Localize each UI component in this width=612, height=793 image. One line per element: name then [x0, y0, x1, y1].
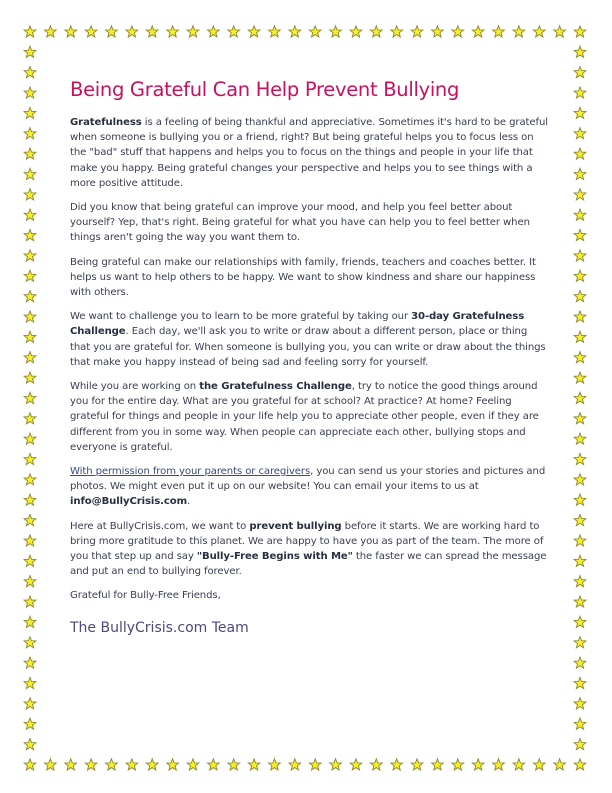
star-icon — [24, 311, 36, 322]
star-icon — [330, 26, 342, 37]
star-icon — [574, 535, 586, 546]
star-icon — [24, 209, 36, 220]
star-icon — [574, 168, 586, 179]
prevent-bullying-text: prevent bullying — [249, 520, 342, 532]
star-icon — [24, 352, 36, 363]
star-icon — [574, 657, 586, 668]
star-icon — [574, 67, 586, 78]
star-icon — [574, 596, 586, 607]
star-icon — [574, 759, 586, 770]
star-icon — [24, 26, 36, 37]
star-icon — [574, 270, 586, 281]
star-icon — [574, 26, 586, 37]
letter-page — [70, 68, 548, 636]
star-icon — [574, 555, 586, 566]
paragraph-relationships: Being grateful can make our relationships with family, friends, teachers and coaches better. It helps us want to help others to be happy. We want to show kindness and share our happiness with others. — [70, 256, 536, 299]
star-icon — [574, 718, 586, 729]
star-icon — [574, 209, 586, 220]
permission-link[interactable]: With permission from your parents or caregivers — [70, 466, 311, 478]
star-icon — [574, 738, 586, 749]
star-icon — [24, 413, 36, 424]
star-icon — [574, 677, 586, 688]
star-icon — [370, 759, 382, 770]
star-icon — [146, 759, 158, 770]
paragraph-notice: While you are working on the Gratefulness Challenge, try to notice the good things around you for the entire day. What are you grateful for at school? At practice? At home? Feeling grateful for things and people in your life help you to appreciate other people, even if they are different from you in some way. When people can appreciate each other, bullying stops and everyone is grateful. — [70, 381, 539, 453]
star-icon — [574, 189, 586, 200]
star-icon — [574, 87, 586, 98]
star-icon — [24, 494, 36, 505]
term-gratefulness: Gratefulness — [70, 117, 142, 128]
star-icon — [24, 718, 36, 729]
star-icon — [370, 26, 382, 37]
paragraph-gratefulness: Gratefulness is a feeling of being thankful and appreciative. Sometimes it's hard to be grateful when someone is bullying you or a friend, right? But being grateful helps you to focus less on the "bad" stuff that happens and helps you to focus on the things and people in your life that make you happy. Being grateful changes your perspective and helps you to see things with a more positive attitude. — [70, 117, 548, 189]
star-icon — [350, 759, 362, 770]
star-icon — [574, 107, 586, 118]
email-address[interactable]: info@BullyCrisis.com — [70, 496, 188, 508]
star-icon — [574, 128, 586, 139]
star-icon — [574, 290, 586, 301]
star-icon — [24, 148, 36, 159]
star-icon — [44, 26, 56, 37]
star-icon — [533, 759, 545, 770]
star-icon — [24, 290, 36, 301]
star-icon — [24, 555, 36, 566]
star-icon — [574, 229, 586, 240]
star-icon — [574, 698, 586, 709]
star-icon — [574, 514, 586, 525]
star-icon — [24, 576, 36, 587]
star-icon — [167, 759, 179, 770]
star-icon — [574, 46, 586, 57]
star-icon — [574, 148, 586, 159]
star-icon — [391, 26, 403, 37]
star-icon — [493, 759, 505, 770]
star-icon — [493, 26, 505, 37]
star-icon — [187, 759, 199, 770]
star-icon — [167, 26, 179, 37]
star-icon — [432, 26, 444, 37]
star-icon — [146, 26, 158, 37]
star-icon — [24, 189, 36, 200]
star-icon — [24, 128, 36, 139]
star-icon — [289, 759, 301, 770]
closing-line: Grateful for Bully-Free Friends, — [70, 590, 221, 602]
slogan: "Bully-Free Begins with Me" — [196, 551, 353, 563]
star-icon — [574, 352, 586, 363]
star-icon — [574, 392, 586, 403]
star-icon — [24, 392, 36, 403]
star-icon — [411, 26, 423, 37]
challenge-name: 30-day Gratefulness Challenge — [70, 311, 525, 338]
star-icon — [24, 738, 36, 749]
star-icon — [452, 26, 464, 37]
star-icon — [472, 759, 484, 770]
star-icon — [44, 759, 56, 770]
star-icon — [248, 26, 260, 37]
star-icon — [24, 474, 36, 485]
star-icon — [452, 759, 464, 770]
star-icon — [24, 46, 36, 57]
star-icon — [513, 26, 525, 37]
star-icon — [24, 677, 36, 688]
star-icon — [269, 759, 281, 770]
star-icon — [574, 433, 586, 444]
star-icon — [85, 759, 97, 770]
star-icon — [24, 596, 36, 607]
star-icon — [24, 270, 36, 281]
star-icon — [24, 453, 36, 464]
paragraph-mood: Did you know that being grateful can improve your mood, and help you feel better about yourself? Yep, that's right. Being grateful for what you have can help you to feel better when things aren't going the way you want them to. — [70, 202, 530, 244]
star-icon — [350, 26, 362, 37]
star-icon — [228, 759, 240, 770]
star-icon — [248, 759, 260, 770]
star-icon — [207, 759, 219, 770]
star-icon — [574, 637, 586, 648]
star-icon — [24, 698, 36, 709]
star-icon — [289, 26, 301, 37]
page-title: Being Grateful Can Help Prevent Bullying — [70, 78, 460, 101]
star-icon — [24, 637, 36, 648]
star-icon — [24, 514, 36, 525]
star-icon — [269, 26, 281, 37]
star-icon — [228, 26, 240, 37]
star-icon — [24, 535, 36, 546]
star-icon — [574, 453, 586, 464]
star-icon — [24, 657, 36, 668]
challenge-name-2: the Gratefulness Challenge — [199, 381, 352, 393]
star-icon — [24, 616, 36, 627]
star-icon — [65, 26, 77, 37]
star-icon — [24, 229, 36, 240]
star-icon — [513, 759, 525, 770]
star-icon — [24, 372, 36, 383]
star-icon — [574, 372, 586, 383]
signature: The BullyCrisis.com Team — [70, 619, 249, 636]
star-icon — [65, 759, 77, 770]
paragraph-challenge: We want to challenge you to learn to be more grateful by taking our 30-day Gratefulness Challenge. Each day, we'll ask you to write or draw about a different person, place or thing that you are grateful for. When someone is bullying you, you can write or draw about the things that make you happy instead of being sad and feeling sorry for yourself. — [70, 311, 546, 368]
star-icon — [391, 759, 403, 770]
star-icon — [574, 474, 586, 485]
star-icon — [574, 576, 586, 587]
star-icon — [411, 759, 423, 770]
star-icon — [24, 67, 36, 78]
star-icon — [24, 87, 36, 98]
star-icon — [187, 26, 199, 37]
star-icon — [574, 331, 586, 342]
star-icon — [309, 26, 321, 37]
star-icon — [472, 26, 484, 37]
star-icon — [432, 759, 444, 770]
star-icon — [533, 26, 545, 37]
star-icon — [24, 107, 36, 118]
star-icon — [554, 26, 566, 37]
star-icon — [24, 759, 36, 770]
star-icon — [85, 26, 97, 37]
star-icon — [24, 250, 36, 261]
star-icon — [574, 311, 586, 322]
star-icon — [574, 250, 586, 261]
star-icon — [24, 168, 36, 179]
star-icon — [330, 759, 342, 770]
star-icon — [24, 433, 36, 444]
paragraph-submit: With permission from your parents or caregivers, you can send us your stories and pictures and photos. We might even put it up on our website! You can email your items to us at info@BullyCrisis.com. — [70, 466, 546, 508]
star-icon — [24, 331, 36, 342]
star-icon — [309, 759, 321, 770]
star-icon — [207, 26, 219, 37]
star-icon — [126, 26, 138, 37]
star-icon — [554, 759, 566, 770]
star-icon — [574, 413, 586, 424]
star-icon — [106, 759, 118, 770]
star-icon — [574, 616, 586, 627]
star-icon — [574, 494, 586, 505]
star-icon — [106, 26, 118, 37]
paragraph-mission: Here at BullyCrisis.com, we want to prevent bullying before it starts. We are working hard to bring more gratitude to this planet. We are happy to have you as part of the team. The more of you that step up and say "Bully-Free Begins with Me" the faster we can spread the message and put an end to bullying forever. — [70, 520, 547, 578]
star-icon — [126, 759, 138, 770]
